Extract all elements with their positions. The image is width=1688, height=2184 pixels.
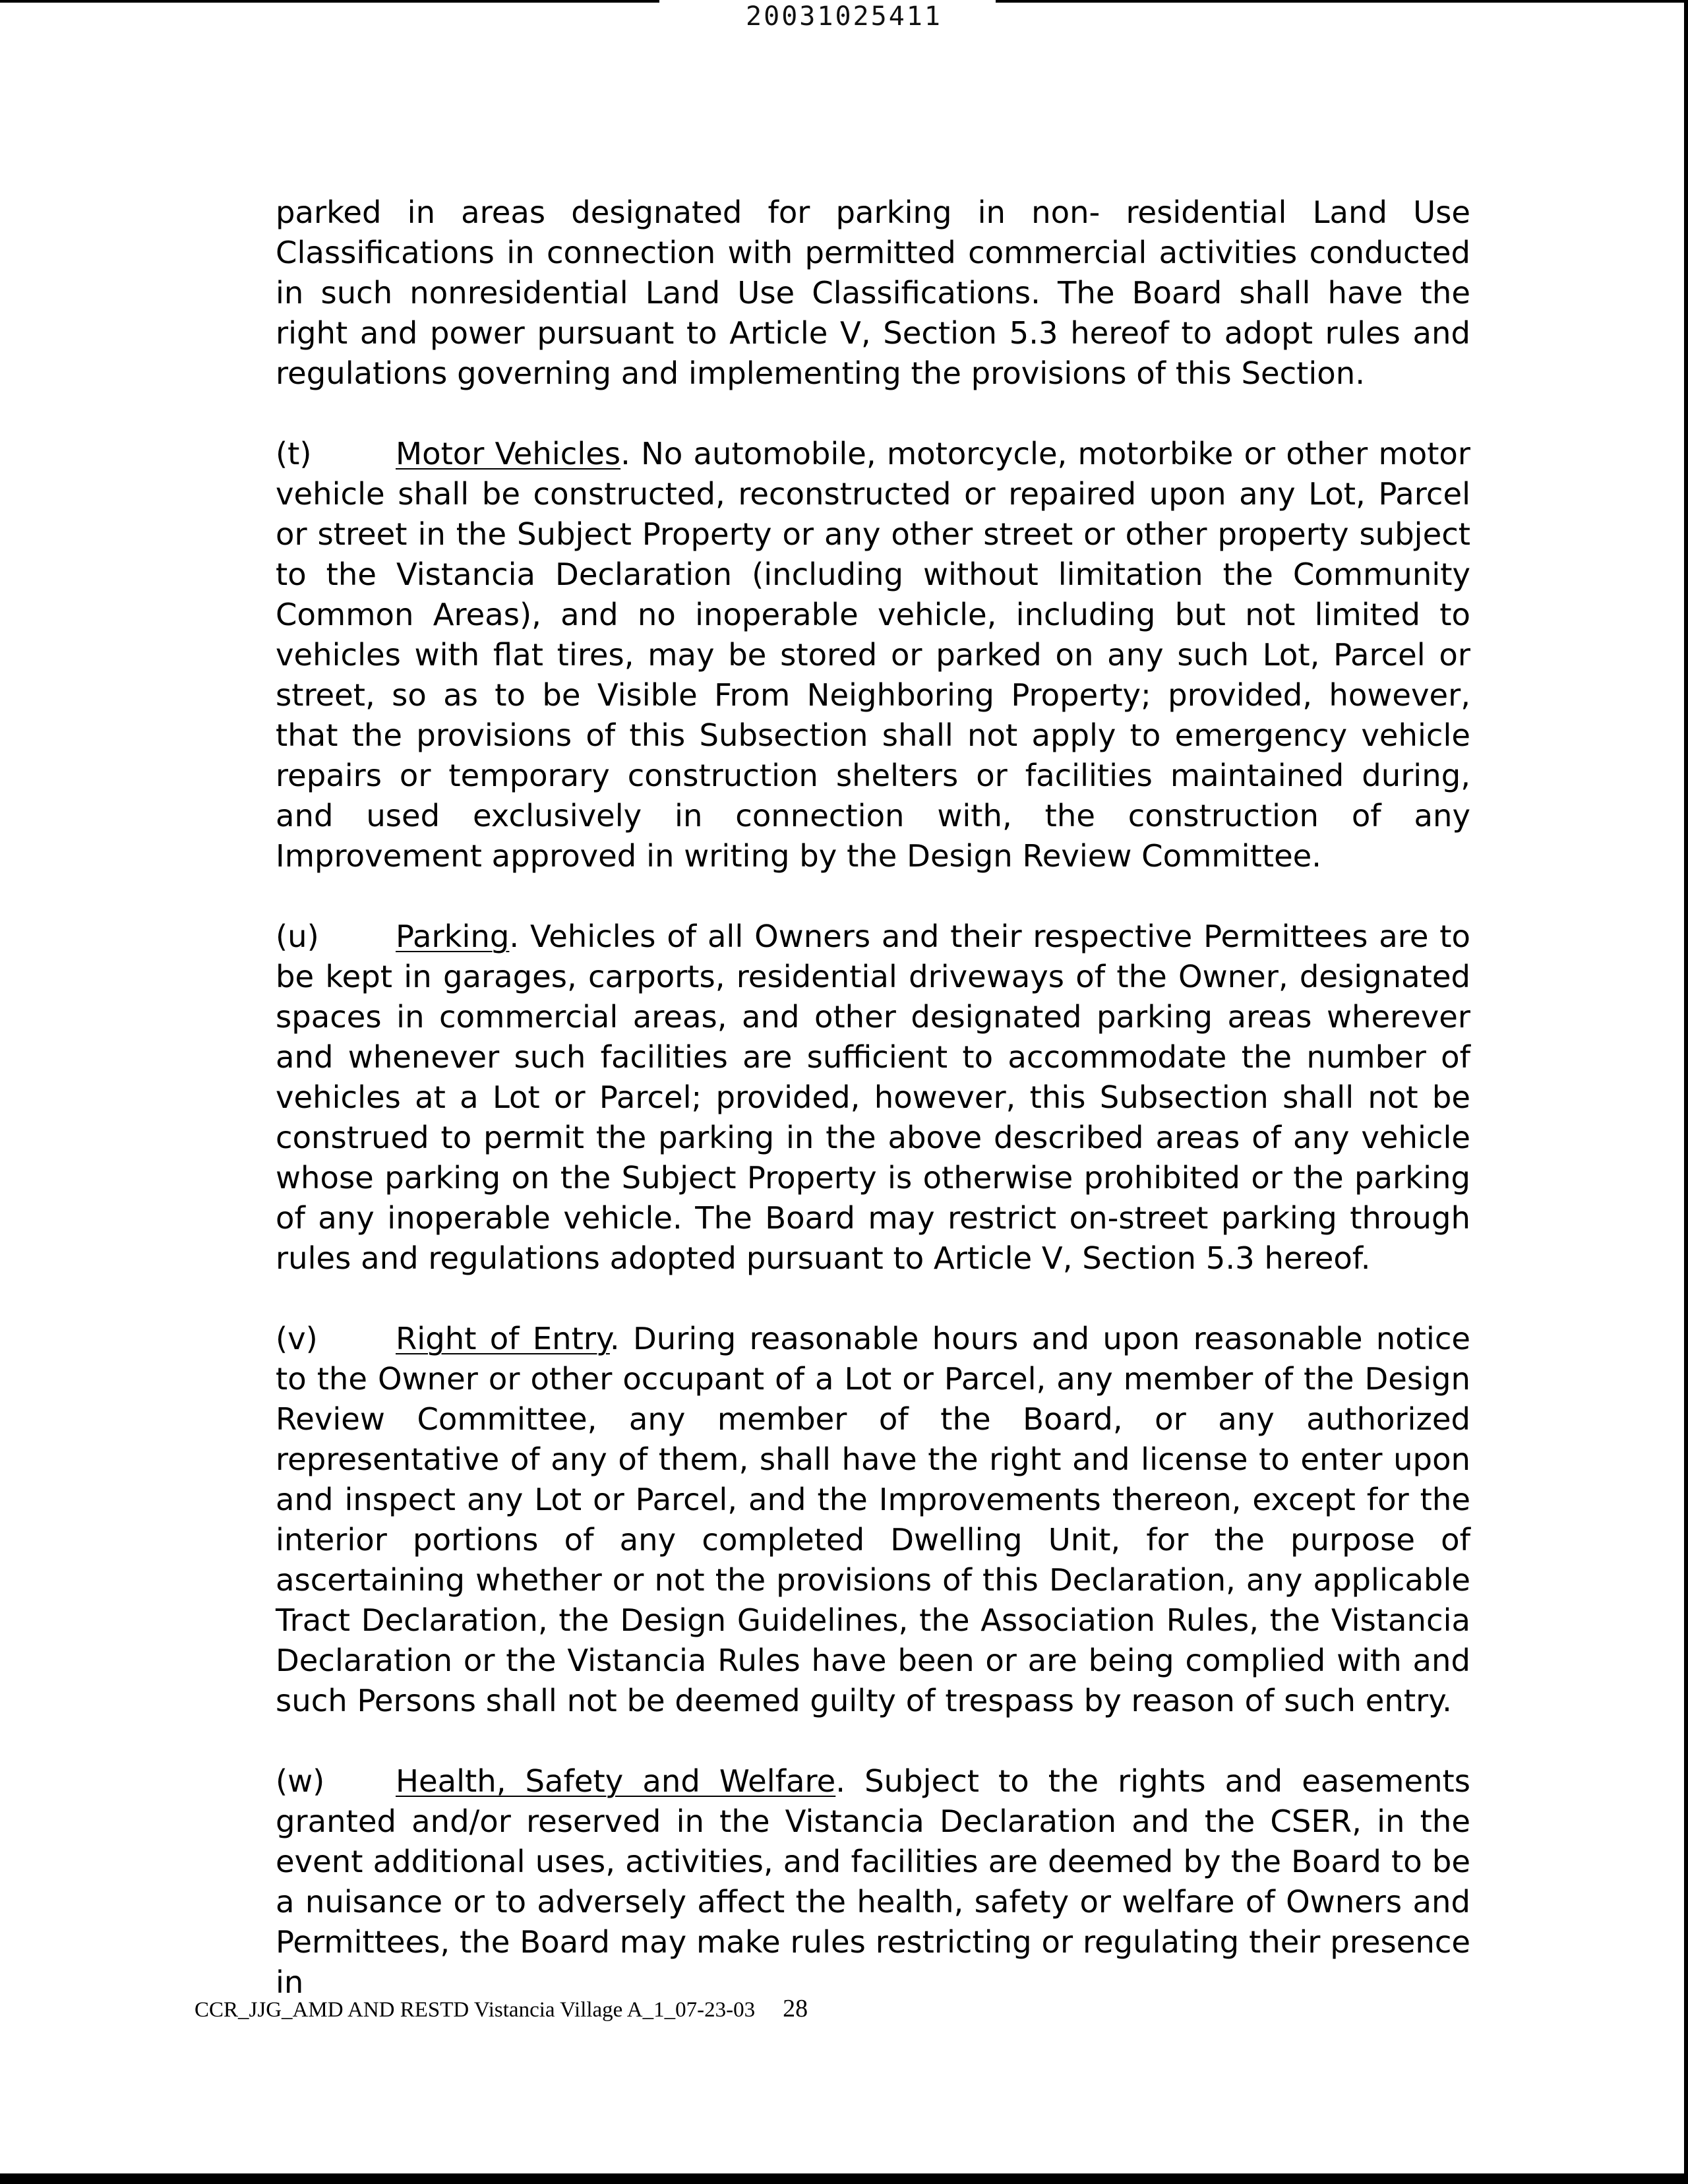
section-text: . No automobile, motorcycle, motorbike or other motor vehicle shall be constructed, reconstructed or repaired upon any Lot, Parcel or street in the Subject Property or any other street or other property subject to the Vistancia Declaration (including without limitation the Community Common Areas), and no inoperable vehicle, including but not limited to vehicles with flat tires, may be stored or parked on any such Lot, Parcel or street, so as to be Visible From Neighboring Property; provided, however, that the provisions of this Subsection shall not apply to emergency vehicle repairs or temporary construction shelters or facilities maintained during, and used exclusively in connection with, the construction of any Improvement approved in writing by the Design Review Committee.	[276, 436, 1470, 874]
section-label: (t)	[276, 436, 312, 471]
page-footer	[195, 1994, 808, 2023]
section-label: (v)	[276, 1321, 318, 1356]
document-body	[276, 193, 1470, 2043]
paragraph-continuation: parked in areas designated for parking in non- residential Land Use Classifications in connection with permitted commercial activities conducted in such nonresidential Land Use Classifications. The Board shall have the right and power pursuant to Article V, Section 5.3 hereof to adopt rules and regulations governing and implementing the provisions of this Section.	[276, 195, 1470, 391]
document-number: 20031025411	[746, 1, 942, 32]
section-title: Motor Vehicles	[396, 436, 621, 471]
section-title: Parking	[396, 919, 510, 954]
section-text: . Vehicles of all Owners and their respective Permittees are to be kept in garages, carports, residential driveways of the Owner, designated spaces in commercial areas, and other designated parking areas wherever and whenever such facilities are sufficient to accommodate the number of vehicles at a Lot or Parcel; provided, however, this Subsection shall not be construed to permit the parking in the above described areas of any vehicle whose parking on the Subject Property is otherwise prohibited or the parking of any inoperable vehicle. The Board may restrict on-street parking through rules and regulations adopted pursuant to Article V, Section 5.3 hereof.	[276, 919, 1470, 1276]
scan-border-right	[1684, 0, 1688, 2184]
section-text: . Subject to the rights and easements granted and/or reserved in the Vistancia Declaration and the CSER, in the event additional uses, activities, and facilities are deemed by the Board to be a nuisance or to adversely affect the health, safety or welfare of Owners and Permittees, the Board may make rules restricting or regulating their presence in	[276, 1763, 1470, 2000]
section-u	[276, 917, 1470, 1279]
section-text: . During reasonable hours and upon reasonable notice to the Owner or other occupant of a Lot or Parcel, any member of the Design Review Committee, any member of the Board, or any authorized representative of any of them, shall have the right and license to enter upon and inspect any Lot or Parcel, and the Improvements thereon, except for the interior portions of any completed Dwelling Unit, for the purpose of ascertaining whether or not the provisions of this Declaration, any applicable Tract Declaration, the Design Guidelines, the Association Rules, the Vistancia Declaration or the Vistancia Rules have been or are being complied with and such Persons shall not be deemed guilty of trespass by reason of such entry.	[276, 1321, 1471, 1718]
section-title: Health, Safety and Welfare	[396, 1763, 836, 1799]
section-label: (u)	[276, 919, 319, 954]
section-v	[276, 1319, 1470, 1721]
scan-border-bottom	[0, 2173, 1688, 2184]
page-number: 28	[783, 1995, 808, 2022]
section-t	[276, 434, 1470, 876]
section-label: (w)	[276, 1763, 325, 1799]
section-w	[276, 1761, 1470, 2003]
section-title: Right of Entry	[396, 1321, 610, 1356]
file-reference: CCR_JJG_AMD AND RESTD Vistancia Village A_1_07-23-03	[195, 1998, 756, 2022]
